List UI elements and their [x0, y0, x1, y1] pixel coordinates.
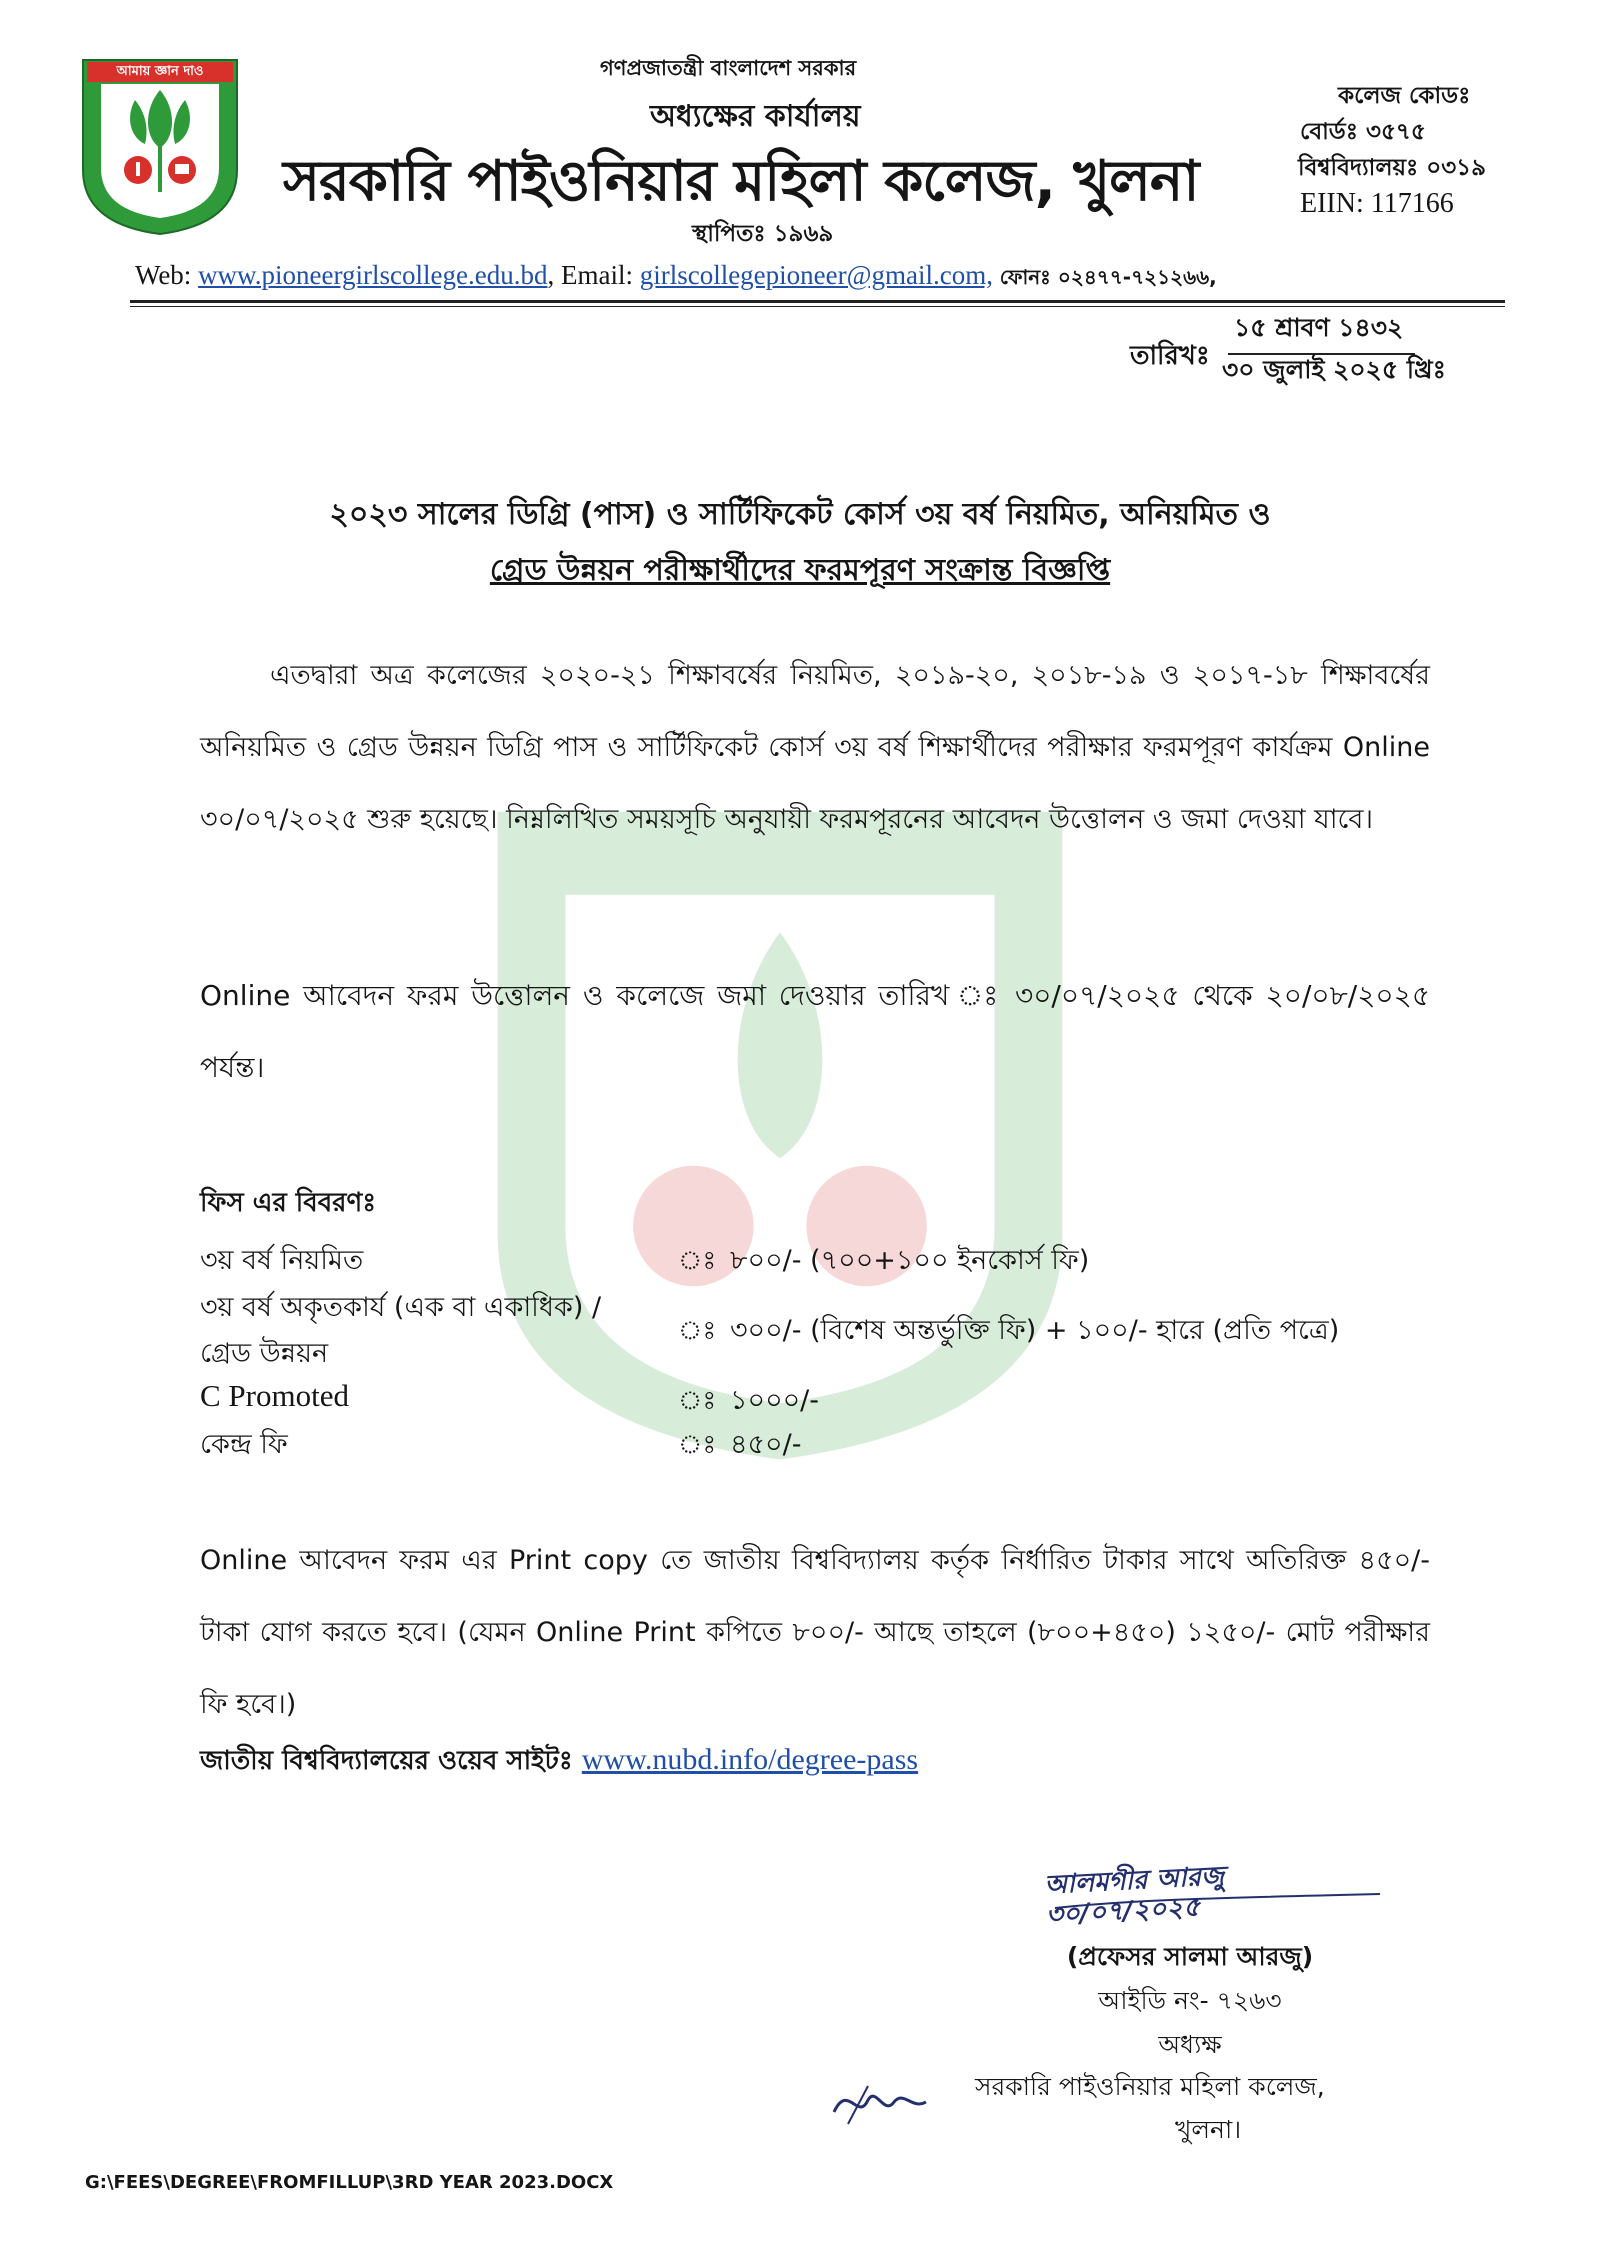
fee-label-center: কেন্দ্র ফি	[200, 1429, 288, 1460]
phone-number: ফোনঃ ০২৪৭৭-৭২১২৬৬,	[999, 265, 1217, 289]
signatory-college: সরকারি পাইওনিয়ার মহিলা কলেজ,	[975, 2072, 1325, 2101]
established-year: স্থাপিতঃ ১৯৬৯	[692, 221, 834, 247]
college-name: সরকারি পাইওনিয়ার মহিলা কলেজ, খুলনা	[283, 149, 1199, 214]
board-code: বোর্ডঃ ৩৫৭৫	[1300, 119, 1426, 145]
fee-label-regular: ৩য় বর্ষ নিয়মিত	[200, 1245, 364, 1276]
nu-website-label: জাতীয় বিশ্ববিদ্যালয়ের ওয়েব সাইটঃ	[200, 1746, 573, 1776]
fee-colon: ঃ	[678, 1316, 717, 1346]
government-line: গণপ্রজাতন্ত্রী বাংলাদেশ সরকার	[600, 56, 857, 80]
nu-website-link[interactable]: www.nubd.info/degree-pass	[581, 1743, 919, 1776]
codes-title: কলেজ কোডঃ	[1338, 83, 1471, 109]
file-path: G:\FEES\DEGREE\FROMFILLUP\3RD YEAR 2023.DOCX	[85, 2172, 614, 2193]
notice-paragraph: এতদ্বারা অত্র কলেজের ২০২০-২১ শিক্ষাবর্ষের নিয়মিত, ২০১৯-২০, ২০১৮-১৯ ও ২০১৭-১৮ শিক্ষাবর্ষের অনিয়মিত ও গ্রেড উন্নয়ন ডিগ্রি পাস ও সার্টিফিকেট কোর্স ৩য় বর্ষ শিক্ষার্থীদের পরীক্ষার ফরমপূরণ কার্যক্রম Online ৩০/০৭/২০২৫ শুরু হয়েছে। নিম্নলিখিত সময়সূচি অনুযায়ী ফরমপূরনের আবেদন উত্তোলন ও জমা দেওয়া যাবে।	[200, 660, 1430, 835]
fee-value-c-promoted: ১০০০/-	[730, 1385, 820, 1416]
web-label: Web:	[135, 260, 192, 290]
fee-label-failed: ৩য় বর্ষ অকৃতকার্য (এক বা একাধিক) /	[200, 1292, 602, 1323]
logo-watermark	[460, 780, 1100, 1480]
email-link[interactable]: girlscollegepioneer@gmail.com,	[639, 260, 993, 290]
university-code: বিশ্ববিদ্যালয়ঃ ০৩১৯	[1298, 155, 1487, 181]
contact-line	[135, 260, 1217, 296]
header-divider	[130, 300, 1505, 303]
initial-signature	[828, 2072, 938, 2132]
header-divider-thin	[130, 306, 1505, 307]
signatory-city: খুলনা।	[1175, 2115, 1242, 2144]
date-gregorian: ৩০ জুলাই ২০২৫ খ্রিঃ	[1222, 355, 1446, 384]
print-copy-note: Online আবেদন ফরম এর Print copy তে জাতীয় বিশ্ববিদ্যালয় কর্তৃক নির্ধারিত টাকার সাথে অতিরিক্ত ৪৫০/- টাকা যোগ করতে হবে। (যেমন Online Print কপিতে ৮০০/- আছে তাহলে (৮০০+৪৫০) ১২৫০/- মোট পরীক্ষার ফি হবে।)	[200, 1545, 1430, 1720]
signature-stroke	[1050, 1890, 1390, 1920]
website-link[interactable]: www.pioneergirlscollege.edu.bd	[198, 260, 548, 290]
notice-title-line-1: ২০২৩ সালের ডিগ্রি (পাস) ও সার্টিফিকেট কোর্স ৩য় বর্ষ নিয়মিত, অনিয়মিত ও	[329, 497, 1271, 532]
fee-label-c-promoted: C Promoted	[200, 1378, 349, 1413]
email-label: , Email:	[547, 260, 633, 290]
fee-colon: ঃ	[678, 1386, 717, 1416]
fee-label-grade-improvement: গ্রেড উন্নয়ন	[200, 1338, 329, 1369]
fee-value-failed: ৩০০/- (বিশেষ অন্তর্ভুক্তি ফি) + ১০০/- হারে (প্রতি পত্রে)	[730, 1315, 1340, 1346]
notice-title-line-2: গ্রেড উন্নয়ন পরীক্ষার্থীদের ফরমপূরণ সংক্রান্ত বিজ্ঞপ্তি	[489, 553, 1111, 588]
date-label: তারিখঃ	[1130, 341, 1210, 371]
office-title: অধ্যক্ষের কার্যালয়	[650, 99, 861, 134]
signatory-id: আইডি নং- ৭২৬৩	[1098, 1986, 1282, 2015]
signatory-name: (প্রফেসর সালমা আরজু)	[1066, 1942, 1314, 1971]
fee-colon: ঃ	[678, 1430, 717, 1460]
fee-value-regular: ৮০০/- (৭০০+১০০ ইনকোর্স ফি)	[730, 1245, 1090, 1276]
online-date-paragraph: Online আবেদন ফরম উত্তোলন ও কলেজে জমা দেওয়ার তারিখ ঃ ৩০/০৭/২০২৫ থেকে ২০/০৮/২০২৫ পর্যন্ত।	[200, 979, 1430, 1084]
signatory-block	[1040, 1935, 1340, 2067]
eiin-code: EIIN: 117166	[1300, 188, 1454, 219]
handwritten-signature: আলমগীর আরজু ৩০/০৭/২০২৫	[1043, 1861, 1225, 1931]
logo-motto: আমায় জ্ঞান দাও	[116, 64, 204, 79]
nu-website-line	[200, 1740, 918, 1784]
signatory-designation: অধ্যক্ষ	[1158, 2030, 1222, 2059]
college-codes	[1300, 78, 1486, 222]
fee-colon: ঃ	[678, 1246, 717, 1276]
fee-value-center: ৪৫০/-	[730, 1429, 802, 1460]
date-bangla: ১৫ শ্রাবণ ১৪৩২	[1228, 308, 1415, 355]
fees-title: ফিস এর বিবরণঃ	[200, 1188, 377, 1218]
